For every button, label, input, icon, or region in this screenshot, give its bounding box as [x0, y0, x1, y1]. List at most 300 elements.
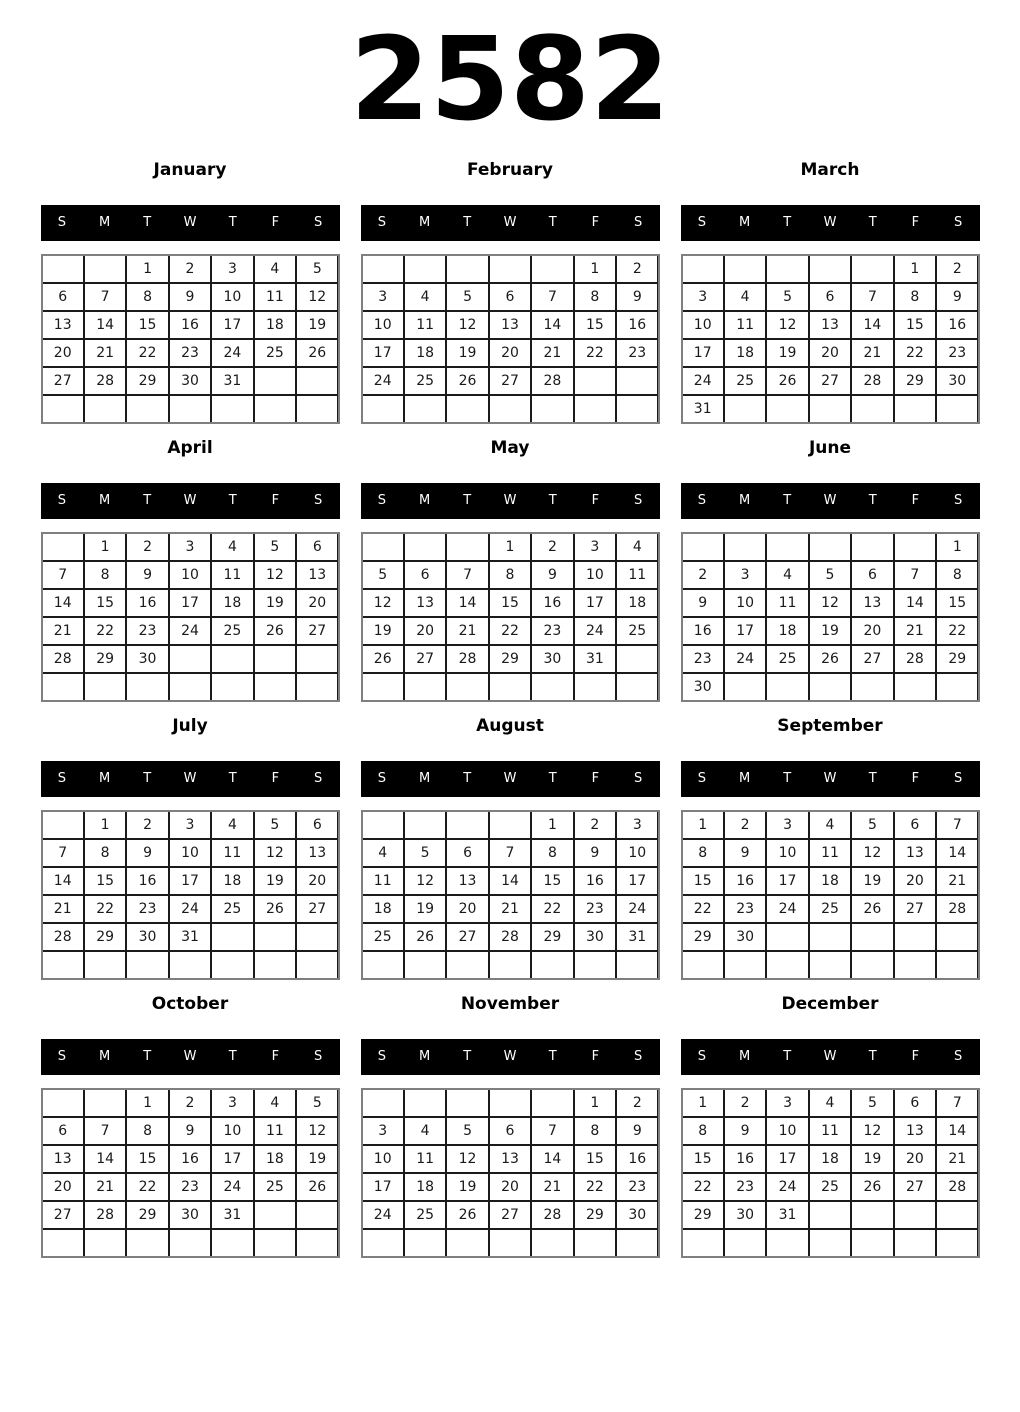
weekday-label: S: [697, 493, 706, 509]
date-cell: 20: [490, 340, 530, 366]
weekday-header-bar: [41, 1039, 340, 1075]
date-cell: 18: [405, 1174, 445, 1200]
weekday-label: T: [463, 1049, 472, 1065]
date-cell: [255, 924, 295, 950]
date-cell: 5: [255, 812, 295, 838]
weekday-label: T: [228, 1049, 237, 1065]
date-cell: [85, 952, 125, 978]
weekday-header-bar: [681, 483, 980, 519]
weekday-label: F: [911, 215, 920, 231]
date-cell: [810, 396, 850, 422]
date-cell: [852, 1230, 892, 1256]
date-cell: 11: [810, 1118, 850, 1144]
date-cell: 31: [212, 368, 252, 394]
date-cell: [255, 952, 295, 978]
date-cell: [490, 396, 530, 422]
date-cell: 31: [170, 924, 210, 950]
date-cell: [447, 1090, 487, 1116]
date-cell: [405, 256, 445, 282]
month-block-december: [681, 994, 980, 1258]
month-block-november: [361, 994, 660, 1258]
date-cell: 3: [363, 1118, 403, 1144]
date-cell: 16: [617, 1146, 657, 1172]
date-cell: [363, 256, 403, 282]
date-cell: [255, 1202, 295, 1228]
date-cell: [852, 396, 892, 422]
weekday-label: M: [418, 1049, 431, 1065]
month-block-april: [41, 438, 340, 702]
date-cell: [297, 674, 337, 700]
year-title: 2582: [349, 13, 671, 147]
date-cell: [297, 396, 337, 422]
date-cell: 19: [255, 590, 295, 616]
date-cell: 10: [575, 562, 615, 588]
date-cell: [255, 674, 295, 700]
date-cell: 28: [895, 646, 935, 672]
date-cell: 6: [43, 284, 83, 310]
date-cell: 2: [725, 812, 765, 838]
date-cell: 27: [852, 646, 892, 672]
weekday-label: S: [314, 215, 323, 231]
date-cell: 2: [575, 812, 615, 838]
date-cell: 22: [85, 896, 125, 922]
date-cell: 19: [405, 896, 445, 922]
date-cell: 24: [767, 1174, 807, 1200]
date-cell: 8: [532, 840, 572, 866]
date-grid: [41, 532, 340, 702]
date-cell: [490, 952, 530, 978]
date-cell: 27: [490, 368, 530, 394]
date-cell: 19: [767, 340, 807, 366]
date-cell: [170, 1230, 210, 1256]
date-cell: 7: [852, 284, 892, 310]
date-cell: 16: [937, 312, 977, 338]
date-cell: 5: [363, 562, 403, 588]
date-cell: 27: [810, 368, 850, 394]
date-cell: 16: [127, 868, 167, 894]
date-cell: 29: [683, 924, 723, 950]
date-cell: 28: [532, 368, 572, 394]
date-cell: 15: [127, 1146, 167, 1172]
date-cell: 23: [532, 618, 572, 644]
date-cell: 3: [683, 284, 723, 310]
date-cell: 14: [447, 590, 487, 616]
date-cell: 27: [43, 1202, 83, 1228]
date-cell: 30: [725, 924, 765, 950]
date-cell: 5: [255, 534, 295, 560]
date-cell: 25: [212, 896, 252, 922]
date-cell: 21: [85, 1174, 125, 1200]
date-cell: [683, 952, 723, 978]
date-cell: 14: [895, 590, 935, 616]
date-cell: [127, 1230, 167, 1256]
date-cell: 24: [170, 618, 210, 644]
date-cell: 13: [297, 840, 337, 866]
date-cell: 8: [937, 562, 977, 588]
date-cell: 15: [575, 312, 615, 338]
weekday-header-bar: [681, 205, 980, 241]
date-cell: 18: [767, 618, 807, 644]
date-cell: 10: [212, 1118, 252, 1144]
date-cell: 17: [363, 340, 403, 366]
date-cell: 29: [490, 646, 530, 672]
date-cell: 16: [683, 618, 723, 644]
date-cell: 8: [575, 1118, 615, 1144]
date-cell: 13: [447, 868, 487, 894]
date-cell: 9: [683, 590, 723, 616]
date-cell: [895, 1202, 935, 1228]
date-cell: 21: [895, 618, 935, 644]
date-cell: 26: [363, 646, 403, 672]
date-cell: 20: [447, 896, 487, 922]
date-cell: 31: [575, 646, 615, 672]
date-cell: 26: [767, 368, 807, 394]
weekday-label: T: [143, 1049, 152, 1065]
date-cell: 30: [937, 368, 977, 394]
date-cell: 10: [683, 312, 723, 338]
date-cell: 7: [532, 284, 572, 310]
date-cell: 27: [895, 896, 935, 922]
weekday-label: T: [868, 215, 877, 231]
date-cell: 22: [490, 618, 530, 644]
date-cell: 10: [363, 312, 403, 338]
date-cell: 1: [683, 812, 723, 838]
date-cell: 14: [532, 312, 572, 338]
date-cell: [532, 674, 572, 700]
date-cell: 27: [895, 1174, 935, 1200]
date-cell: 3: [725, 562, 765, 588]
date-cell: [852, 1202, 892, 1228]
date-cell: 25: [363, 924, 403, 950]
date-cell: [767, 924, 807, 950]
date-cell: [725, 1230, 765, 1256]
date-cell: [725, 256, 765, 282]
date-cell: [363, 1230, 403, 1256]
date-cell: [297, 924, 337, 950]
weekday-label: T: [228, 215, 237, 231]
date-cell: [490, 256, 530, 282]
date-cell: 12: [767, 312, 807, 338]
date-cell: 30: [127, 646, 167, 672]
weekday-label: T: [548, 771, 557, 787]
weekday-label: S: [697, 771, 706, 787]
date-cell: [767, 674, 807, 700]
date-cell: 3: [767, 812, 807, 838]
date-cell: [575, 396, 615, 422]
month-block-october: [41, 994, 340, 1258]
date-cell: 2: [170, 256, 210, 282]
date-grid: [41, 810, 340, 980]
date-cell: 8: [490, 562, 530, 588]
date-cell: 16: [617, 312, 657, 338]
weekday-label: W: [503, 215, 517, 231]
date-cell: [212, 1230, 252, 1256]
weekday-label: F: [591, 215, 600, 231]
date-cell: 27: [490, 1202, 530, 1228]
date-cell: 21: [85, 340, 125, 366]
date-cell: 14: [937, 1118, 977, 1144]
weekday-label: F: [591, 771, 600, 787]
date-cell: 7: [895, 562, 935, 588]
date-cell: 22: [532, 896, 572, 922]
date-cell: 4: [363, 840, 403, 866]
date-grid: [361, 532, 660, 702]
date-cell: [447, 256, 487, 282]
date-cell: 28: [532, 1202, 572, 1228]
date-cell: 20: [810, 340, 850, 366]
date-cell: 31: [767, 1202, 807, 1228]
date-grid: [361, 810, 660, 980]
date-cell: [810, 256, 850, 282]
date-cell: 5: [447, 284, 487, 310]
date-cell: 31: [683, 396, 723, 422]
weekday-header-bar: [361, 483, 660, 519]
date-cell: 1: [532, 812, 572, 838]
date-cell: 11: [767, 590, 807, 616]
date-cell: 18: [810, 868, 850, 894]
date-cell: 22: [683, 896, 723, 922]
date-cell: 9: [937, 284, 977, 310]
date-cell: 23: [575, 896, 615, 922]
date-cell: 1: [490, 534, 530, 560]
weekday-label: W: [183, 493, 197, 509]
date-cell: [363, 396, 403, 422]
date-cell: 12: [447, 312, 487, 338]
month-title: December: [781, 994, 879, 1015]
date-cell: [852, 256, 892, 282]
date-cell: [895, 952, 935, 978]
date-grid: [681, 1088, 980, 1258]
date-cell: 25: [255, 340, 295, 366]
date-cell: 6: [447, 840, 487, 866]
month-title: November: [460, 994, 560, 1015]
date-cell: 14: [937, 840, 977, 866]
date-cell: 26: [255, 896, 295, 922]
date-cell: 2: [532, 534, 572, 560]
weekday-label: F: [911, 1049, 920, 1065]
date-cell: 1: [937, 534, 977, 560]
month-title: February: [466, 160, 554, 181]
date-cell: 30: [127, 924, 167, 950]
date-cell: [297, 646, 337, 672]
month-block-january: [41, 160, 340, 424]
date-cell: [617, 396, 657, 422]
weekday-label: M: [738, 771, 751, 787]
date-cell: 2: [127, 812, 167, 838]
date-grid: [41, 254, 340, 424]
date-cell: 1: [575, 1090, 615, 1116]
date-cell: [85, 1230, 125, 1256]
date-cell: 21: [852, 340, 892, 366]
date-cell: 5: [810, 562, 850, 588]
date-cell: [170, 952, 210, 978]
date-cell: 10: [617, 840, 657, 866]
date-cell: 22: [895, 340, 935, 366]
month-block-july: [41, 716, 340, 980]
date-cell: [895, 534, 935, 560]
date-cell: [767, 396, 807, 422]
date-cell: 15: [575, 1146, 615, 1172]
weekday-label: W: [823, 1049, 837, 1065]
weekday-label: S: [634, 215, 643, 231]
weekday-label: M: [98, 493, 111, 509]
date-cell: 17: [617, 868, 657, 894]
date-cell: 15: [490, 590, 530, 616]
date-cell: [363, 534, 403, 560]
date-cell: 23: [127, 896, 167, 922]
weekday-label: T: [463, 771, 472, 787]
date-cell: [617, 368, 657, 394]
date-cell: [43, 396, 83, 422]
date-cell: 6: [895, 1090, 935, 1116]
date-cell: 28: [937, 1174, 977, 1200]
date-cell: 25: [767, 646, 807, 672]
date-cell: 27: [447, 924, 487, 950]
date-cell: 13: [895, 1118, 935, 1144]
month-block-march: [681, 160, 980, 424]
date-cell: 18: [255, 312, 295, 338]
weekday-label: S: [377, 215, 386, 231]
date-cell: 29: [895, 368, 935, 394]
date-cell: 7: [43, 840, 83, 866]
date-cell: 4: [255, 1090, 295, 1116]
date-cell: 30: [170, 368, 210, 394]
date-cell: 31: [617, 924, 657, 950]
date-cell: 24: [725, 646, 765, 672]
date-cell: [297, 1202, 337, 1228]
date-cell: [447, 396, 487, 422]
month-title: September: [777, 716, 883, 737]
date-cell: 9: [725, 840, 765, 866]
weekday-label: T: [143, 215, 152, 231]
date-cell: 7: [43, 562, 83, 588]
date-cell: 25: [810, 896, 850, 922]
date-cell: 6: [490, 284, 530, 310]
date-cell: [255, 646, 295, 672]
date-cell: 15: [532, 868, 572, 894]
weekday-header-bar: [681, 761, 980, 797]
date-cell: 12: [297, 1118, 337, 1144]
date-cell: 12: [405, 868, 445, 894]
date-cell: [683, 256, 723, 282]
month-block-august: [361, 716, 660, 980]
date-cell: 9: [532, 562, 572, 588]
date-cell: 16: [532, 590, 572, 616]
date-cell: [937, 396, 977, 422]
date-cell: [212, 674, 252, 700]
date-cell: 21: [43, 896, 83, 922]
date-cell: 1: [85, 812, 125, 838]
date-grid: [41, 1088, 340, 1258]
date-cell: [937, 952, 977, 978]
date-cell: 15: [895, 312, 935, 338]
date-cell: 26: [405, 924, 445, 950]
date-cell: 24: [170, 896, 210, 922]
date-cell: 30: [575, 924, 615, 950]
date-cell: 30: [532, 646, 572, 672]
date-cell: [170, 674, 210, 700]
weekday-label: T: [143, 493, 152, 509]
date-cell: 25: [255, 1174, 295, 1200]
date-cell: 20: [297, 868, 337, 894]
date-cell: [127, 396, 167, 422]
weekday-label: T: [228, 771, 237, 787]
date-cell: [810, 924, 850, 950]
weekday-label: W: [503, 771, 517, 787]
date-cell: 15: [683, 1146, 723, 1172]
date-cell: [255, 368, 295, 394]
date-cell: 25: [405, 1202, 445, 1228]
date-cell: 21: [937, 1146, 977, 1172]
date-cell: 30: [725, 1202, 765, 1228]
weekday-header-bar: [361, 205, 660, 241]
date-cell: [725, 534, 765, 560]
date-cell: 2: [683, 562, 723, 588]
date-cell: [405, 1230, 445, 1256]
date-cell: [617, 646, 657, 672]
date-grid: [681, 532, 980, 702]
date-cell: 12: [255, 562, 295, 588]
date-cell: 17: [767, 1146, 807, 1172]
date-cell: 2: [937, 256, 977, 282]
date-grid: [361, 254, 660, 424]
date-cell: 13: [852, 590, 892, 616]
date-cell: 30: [617, 1202, 657, 1228]
date-cell: 26: [297, 340, 337, 366]
weekday-label: T: [143, 771, 152, 787]
date-cell: [895, 924, 935, 950]
month-title: March: [800, 160, 860, 181]
date-cell: [405, 674, 445, 700]
weekday-label: S: [57, 493, 66, 509]
date-cell: [43, 534, 83, 560]
date-cell: 28: [852, 368, 892, 394]
date-cell: 26: [297, 1174, 337, 1200]
weekday-label: T: [868, 493, 877, 509]
date-cell: [170, 396, 210, 422]
date-cell: 6: [895, 812, 935, 838]
date-cell: 26: [447, 368, 487, 394]
weekday-label: F: [271, 1049, 280, 1065]
date-cell: [937, 674, 977, 700]
weekday-label: S: [377, 493, 386, 509]
date-grid: [681, 810, 980, 980]
date-cell: 26: [255, 618, 295, 644]
weekday-label: T: [783, 493, 792, 509]
date-cell: 6: [43, 1118, 83, 1144]
date-cell: 16: [170, 1146, 210, 1172]
date-cell: [937, 924, 977, 950]
date-grid: [681, 254, 980, 424]
date-cell: 1: [895, 256, 935, 282]
date-cell: 25: [810, 1174, 850, 1200]
month-title: June: [808, 438, 852, 459]
date-cell: [43, 812, 83, 838]
date-cell: 11: [212, 840, 252, 866]
date-cell: 13: [490, 1146, 530, 1172]
date-cell: [447, 812, 487, 838]
date-cell: [363, 812, 403, 838]
month-title: January: [153, 160, 227, 181]
date-cell: 5: [297, 256, 337, 282]
date-cell: 18: [810, 1146, 850, 1172]
date-cell: [725, 952, 765, 978]
date-cell: 20: [852, 618, 892, 644]
date-cell: 12: [297, 284, 337, 310]
weekday-label: T: [868, 1049, 877, 1065]
date-cell: 15: [683, 868, 723, 894]
date-cell: 11: [617, 562, 657, 588]
